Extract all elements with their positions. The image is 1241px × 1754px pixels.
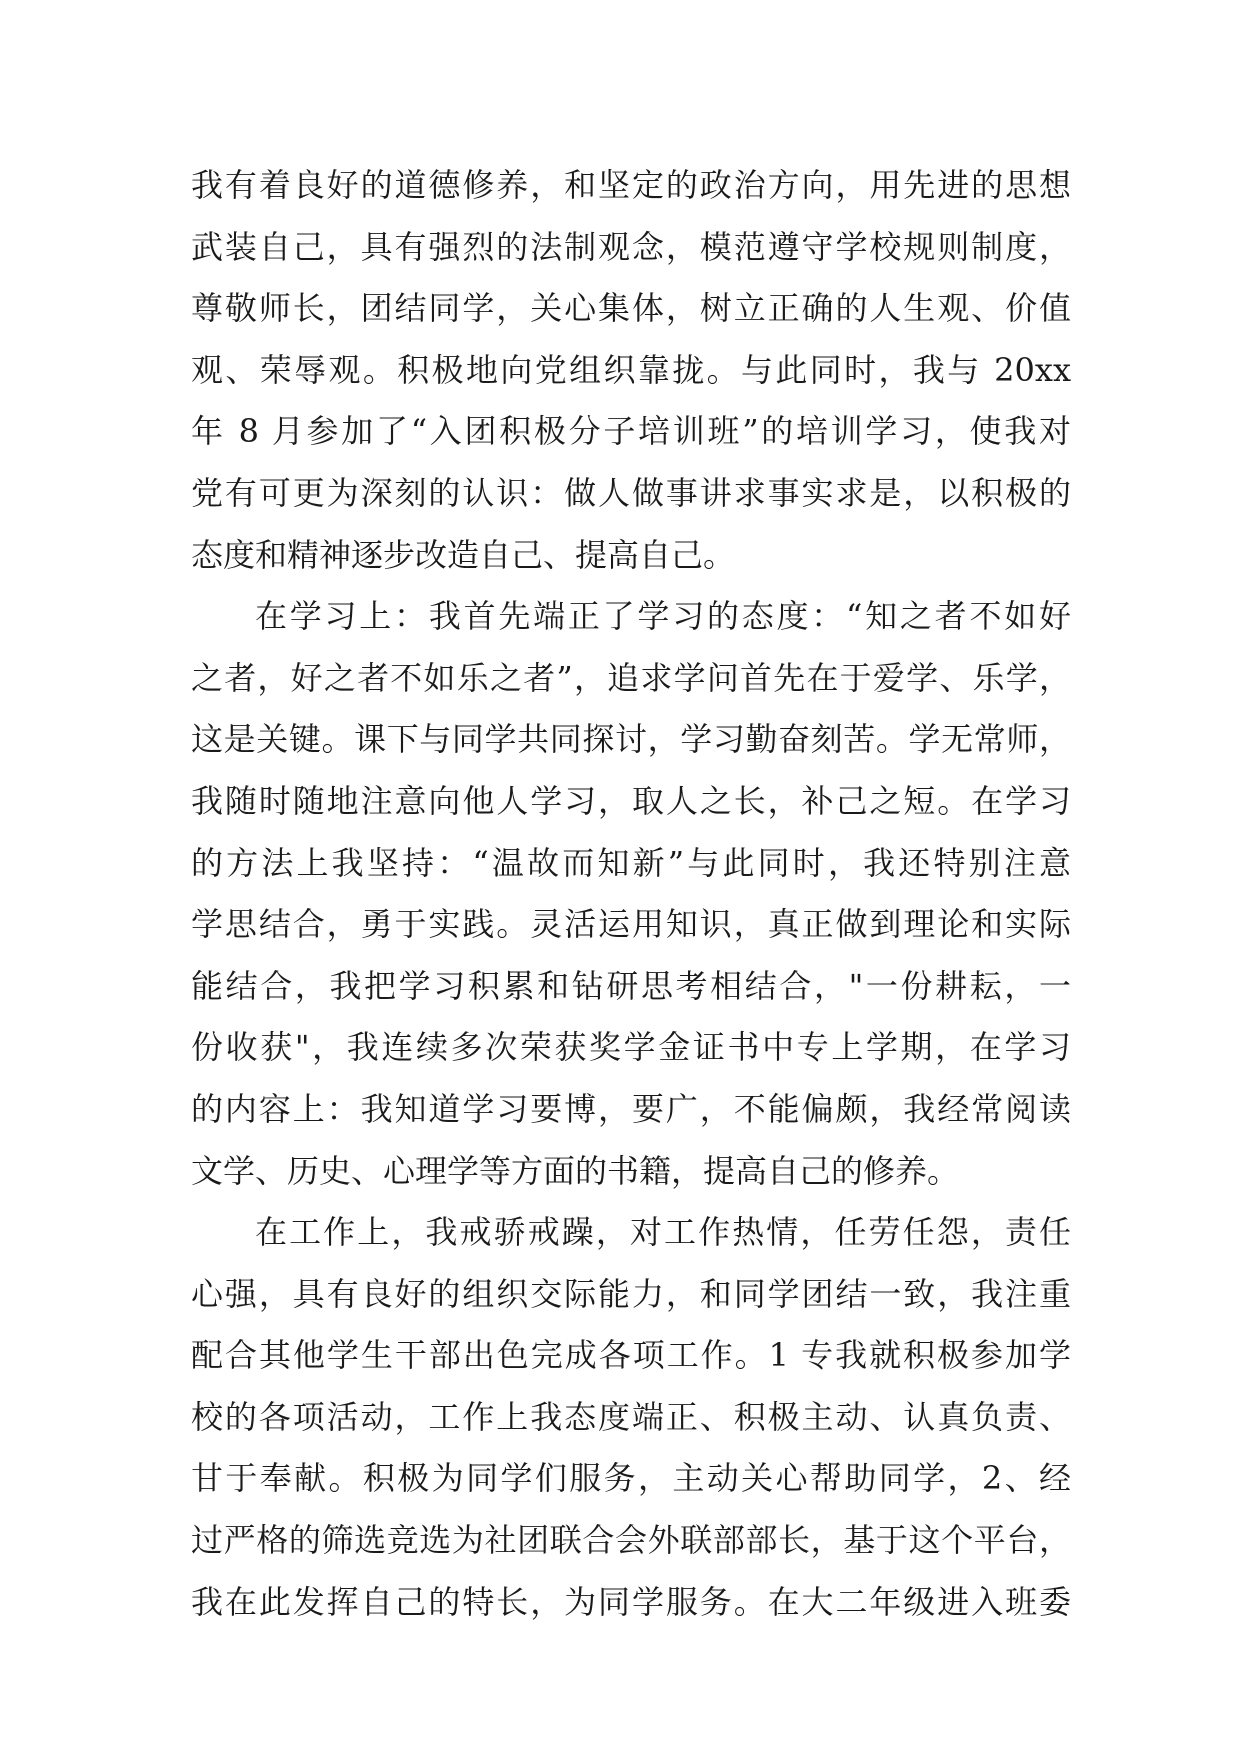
text-line: 我随时随地注意向他人学习，取人之长，补己之短。在学习 (191, 781, 1071, 820)
text-line: 态度和精神逐步改造自己、提高自己。 (191, 535, 736, 574)
text-line: 观、荣辱观。积极地向党组织靠拢。与此同时，我与 20xx (191, 350, 1071, 389)
document-body (191, 155, 1071, 1633)
text-line: 这是关键。课下与同学共同探讨，学习勤奋刻苦。学无常师， (191, 720, 1071, 759)
paragraph-first-line: 在学习上：我首先端正了学习的态度：“知之者不如好 (255, 597, 1071, 636)
text-line: 份收获"，我连续多次荣获奖学金证书中专上学期，在学习 (191, 1028, 1071, 1067)
text-line: 甘于奉献。积极为同学们服务，主动关心帮助同学，2、经 (191, 1459, 1071, 1498)
text-line: 我有着良好的道德修养，和坚定的政治方向，用先进的思想 (191, 166, 1071, 204)
text-line: 的内容上：我知道学习要博，要广，不能偏颇，我经常阅读 (191, 1089, 1071, 1128)
text-line: 过严格的筛选竞选为社团联合会外联部部长，基于这个平台， (191, 1521, 1071, 1560)
text-line: 之者，好之者不如乐之者”，追求学问首先在于爱学、乐学， (191, 658, 1071, 697)
text-line: 我在此发挥自己的特长，为同学服务。在大二年级进入班委 (191, 1582, 1071, 1621)
text-line: 校的各项活动，工作上我态度端正、积极主动、认真负责、 (191, 1397, 1071, 1436)
paragraph-first-line: 在工作上，我戒骄戒躁，对工作热情，任劳任怨，责任 (255, 1213, 1071, 1252)
text-line: 配合其他学生干部出色完成各项工作。1 专我就积极参加学 (191, 1336, 1071, 1375)
text-line: 的方法上我坚持：“温故而知新”与此同时，我还特别注意 (191, 843, 1071, 882)
text-line: 学思结合，勇于实践。灵活运用知识，真正做到理论和实际 (191, 905, 1071, 944)
text-line: 武装自己，具有强烈的法制观念，模范遵守学校规则制度， (191, 227, 1071, 266)
text-line: 文学、历史、心理学等方面的书籍，提高自己的修养。 (191, 1151, 960, 1190)
text-line: 年 8 月参加了“入团积极分子培训班”的培训学习，使我对 (191, 412, 1071, 451)
text-line: 心强，具有良好的组织交际能力，和同学团结一致，我注重 (191, 1274, 1071, 1313)
text-line: 党有可更为深刻的认识：做人做事讲求事实求是，以积极的 (191, 473, 1071, 512)
text-line: 能结合，我把学习积累和钻研思考相结合，"一份耕耘，一 (191, 966, 1071, 1005)
text-line: 尊敬师长，团结同学，关心集体，树立正确的人生观、价值 (191, 289, 1071, 328)
